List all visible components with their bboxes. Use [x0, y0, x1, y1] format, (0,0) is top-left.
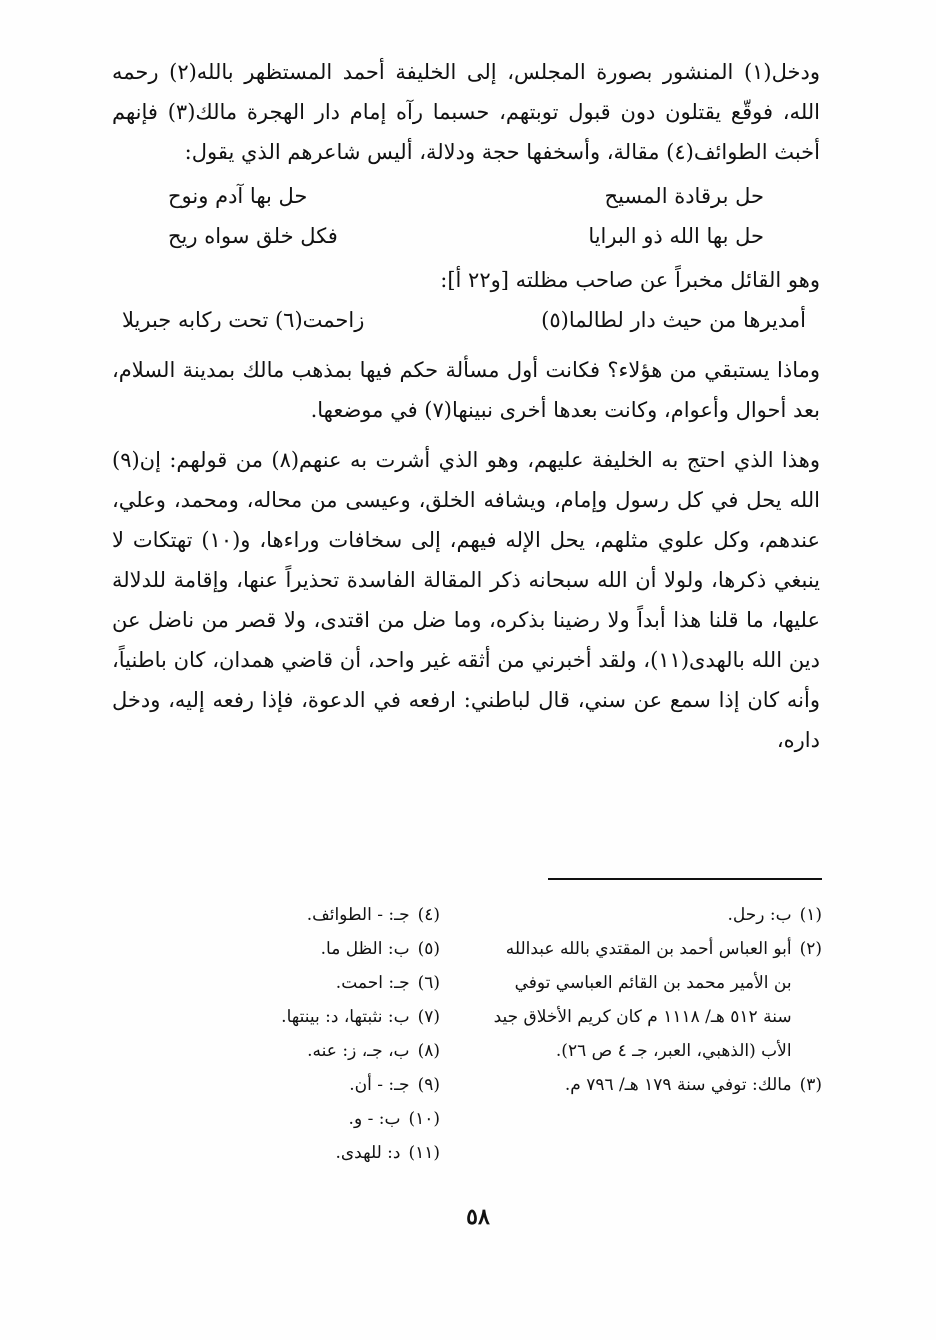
footnote-number: (٦) — [417, 973, 440, 993]
paragraph-2: وهو القائل مخبراً عن صاحب مظلته [و٢٢ أ]: — [440, 268, 820, 292]
footnote-text: ب، جـ، ز: عنه. — [307, 1041, 410, 1061]
footnote-text: ب: رحل. — [727, 905, 792, 925]
verse-block-1 — [112, 176, 820, 256]
verse-hemistich-left: فكل خلق سواه ريح — [168, 224, 338, 248]
footnote-number: (١) — [799, 905, 822, 925]
footnote-text: أبو العباس أحمد بن المقتدي بالله عبدالله بن الأمير محمد بن القائم العباسي توفي سنة ٥١٢ هـ/ ١١١٨ م كان كريم الأخلاق جيد الأب (الذهبي، العبر، جـ ٤ ص ٢٦). — [493, 939, 792, 1061]
footnote-number: (١١) — [408, 1143, 440, 1163]
footnote — [492, 932, 822, 1068]
verse-hemistich-right: حل برقادة المسيح — [604, 184, 764, 208]
footnote-text: ب: نثبتها، د: بينتها. — [281, 1007, 410, 1027]
footnote-number: (٣) — [799, 1075, 822, 1095]
verse-hemistich-left: حل بها آدم ونوح — [168, 184, 308, 208]
paragraph-4: وهذا الذي احتج به الخليفة عليهم، وهو الذي أشرت به عنهم(٨) من قولهم: إن(٩) الله يحل في كل رسول وإمام، ويشافه الخلق، وعيسى من محاله، ومحمد، وعلي، عندهم، وكل علوي مثلهم، يحل الإله فيهم، إلى سخافات وراءها، و(١٠) تهتكات لا ينبغي ذكرها، ولولا أن الله سبحانه ذكر المقالة الفاسدة تحذيراً عنها، وإقامة للدلالة عليها، ما قلنا هذا أبداً ولا رضينا بذكره، وما ضل من اقتدى، ولا قصر من ناضل عن دين الله بالهدى(١١)، ولقد أخبرني من أثقه غير واحد، أن قاضي همدان، كان باطنياً، وأنه كان إذا سمع عن سني، قال لباطني: ارفعه في الدعوة، فإذا رفعه إليه، ودخل داره، — [112, 448, 821, 752]
footnote-number: (٧) — [417, 1007, 440, 1027]
footnote — [210, 1000, 440, 1034]
footnote-number: (٥) — [417, 939, 440, 959]
footnotes-column-right — [492, 898, 822, 1170]
footnote-text: جـ: - الطوائف. — [306, 905, 410, 925]
verse-line — [122, 300, 806, 340]
footnote-number: (٢) — [799, 939, 822, 959]
verse-line — [168, 176, 764, 216]
footnote — [492, 1068, 822, 1102]
footnotes-column-left — [210, 898, 440, 1170]
footnote — [210, 1068, 440, 1102]
footnote — [492, 898, 822, 932]
main-text — [112, 52, 820, 760]
footnote-text: جـ: احمت. — [335, 973, 410, 993]
footnote — [210, 1136, 440, 1170]
verse-line — [168, 216, 764, 256]
footnote-number: (٩) — [417, 1075, 440, 1095]
footnote — [210, 932, 440, 966]
footnote — [210, 898, 440, 932]
footnote — [210, 1034, 440, 1068]
footnote — [210, 1102, 440, 1136]
footnote-text: جـ: - أن. — [349, 1075, 410, 1095]
verse-hemistich-left: زاحمت(٦) تحت ركابه جبريلا — [122, 308, 365, 332]
footnote-separator — [548, 878, 822, 880]
footnotes — [210, 898, 822, 1170]
footnote-number: (٤) — [417, 905, 440, 925]
footnote-text: مالك: توفي سنة ١٧٩ هـ/ ٧٩٦ م. — [564, 1075, 792, 1095]
verse-hemistich-right: أمديرها من حيث دار لطالما(٥) — [541, 308, 806, 332]
verse-hemistich-right: حل بها الله ذو البرايا — [588, 224, 764, 248]
verse-block-2 — [112, 300, 820, 340]
footnote-number: (١٠) — [408, 1109, 440, 1129]
footnote-text: د: للهدى. — [335, 1143, 401, 1163]
paragraph-1: ودخل(١) المنشور بصورة المجلس، إلى الخليفة أحمد المستظهر بالله(٢) رحمه الله، فوقّع يقتلون دون قبول توبتهم، حسبما رآه إمام دار الهجرة مالك(٣) فإنهم أخبث الطوائف(٤) مقالة، وأسخفها حجة ودلالة، أليس شاعرهم الذي يقول: — [112, 60, 821, 164]
page-number: ٥٨ — [466, 1204, 490, 1230]
paragraph-3: وماذا يستبقي من هؤلاء؟ فكانت أول مسألة حكم فيها بمذهب مالك بمدينة السلام، بعد أحوال وأعوام، وكانت بعدها أخرى نبينها(٧) في موضعها. — [112, 358, 820, 422]
footnote — [210, 966, 440, 1000]
footnote-number: (٨) — [417, 1041, 440, 1061]
footnote-text: ب: - و. — [348, 1109, 401, 1129]
footnote-text: ب: الظل ما. — [320, 939, 410, 959]
